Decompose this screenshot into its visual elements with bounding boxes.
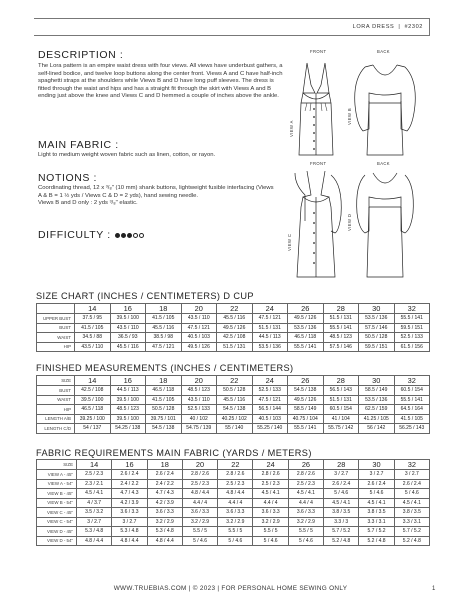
table-cell: 55 / 140 xyxy=(217,424,253,434)
table-cell: 47.5 / 121 xyxy=(181,323,217,333)
table-cell: 52.5 / 133 xyxy=(394,333,430,343)
table-cell: 4.8 / 4.4 xyxy=(112,536,147,546)
table-cell: 53.5 / 136 xyxy=(288,323,324,333)
table-cell: 47.5 / 121 xyxy=(252,314,288,324)
size-header-cell: 14 xyxy=(75,304,111,314)
table-cell: 57.5 / 146 xyxy=(323,342,359,352)
table-cell: 50.5 / 128 xyxy=(146,405,182,415)
table-cell: 44.5 / 113 xyxy=(110,386,146,396)
size-header-cell: 24 xyxy=(253,460,288,470)
footer-text: WWW.TRUEBIAS.COM | © 2023 | FOR PERSONAL HOME SEWING ONLY xyxy=(113,585,348,592)
table-cell: 43.5 / 110 xyxy=(75,342,111,352)
size-header-cell: 26 xyxy=(288,376,324,386)
table-cell: 53.5 / 136 xyxy=(359,395,395,405)
table-cell: 2.8 / 2.6 xyxy=(288,470,323,480)
table-cell: 3.6 / 3.3 xyxy=(112,508,147,518)
table-cell: 51.5 / 131 xyxy=(323,314,359,324)
size-header-cell: 30 xyxy=(359,460,394,470)
table-cell: 61.5 / 156 xyxy=(394,342,430,352)
table-cell: 48.5 / 123 xyxy=(110,405,146,415)
size-chart-title: SIZE CHART (INCHES / CENTIMETERS) D CUP xyxy=(36,291,254,301)
pattern-number: #2302 xyxy=(404,24,423,30)
difficulty-dot-empty xyxy=(139,233,144,238)
table-cell: 5 / 4.6 xyxy=(253,536,288,546)
table-cell: 38.5 / 98 xyxy=(146,333,182,343)
table-cell: 5.5 / 5 xyxy=(253,527,288,537)
table-cell: 51.5 / 131 xyxy=(217,342,253,352)
technical-sketches xyxy=(285,45,430,285)
table-cell: 3.3 / 3 xyxy=(324,517,359,527)
main-fabric-heading: MAIN FABRIC : xyxy=(38,139,119,151)
size-header-cell: 20 xyxy=(181,304,217,314)
table-cell: 45.5 / 116 xyxy=(146,323,182,333)
table-cell: 59.5 / 151 xyxy=(359,342,395,352)
row-label: WAIST xyxy=(37,395,75,405)
table-cell: 2.6 / 2.4 xyxy=(147,470,182,480)
table-cell: 54.75 / 139 xyxy=(181,424,217,434)
table-cell: 5.2 / 4.8 xyxy=(359,536,394,546)
table-cell: 49.5 / 126 xyxy=(181,342,217,352)
row-label: VIEW C - 45" xyxy=(37,508,77,518)
table-cell: 3 / 2.7 xyxy=(359,470,394,480)
size-header-cell: 28 xyxy=(323,304,359,314)
sketch-label-back-bottom: BACK xyxy=(377,161,391,166)
table-cell: 5 / 4.6 xyxy=(288,536,323,546)
table-cell: 57.5 / 146 xyxy=(359,323,395,333)
table-cell: 3.2 / 2.9 xyxy=(218,517,253,527)
finished-measurements-title: FINISHED MEASUREMENTS (INCHES / CENTIMETERS) xyxy=(36,363,294,373)
table-cell: 56.5 / 144 xyxy=(252,405,288,415)
table-row xyxy=(37,508,430,518)
table-cell: 56.25 / 143 xyxy=(394,424,430,434)
table-row xyxy=(37,333,430,343)
table-cell: 45.5 / 116 xyxy=(217,314,253,324)
table-cell: 43.5 / 110 xyxy=(181,395,217,405)
notions-text xyxy=(38,185,278,208)
size-header-cell: 26 xyxy=(288,460,323,470)
button-row xyxy=(313,108,315,264)
table-cell: 45.5 / 116 xyxy=(110,342,146,352)
size-header-cell: 22 xyxy=(217,376,253,386)
table-cell: 41.5 / 105 xyxy=(146,395,182,405)
table-cell: 4.4 / 4 xyxy=(253,498,288,508)
table-cell: 3.8 / 3.5 xyxy=(324,508,359,518)
sketch-label-view-b: VIEW B xyxy=(347,107,352,125)
document-header xyxy=(34,18,430,36)
size-chart-table xyxy=(36,303,430,352)
table-cell: 4.7 / 4.3 xyxy=(147,489,182,499)
size-header-cell: 16 xyxy=(112,460,147,470)
sketch-label-view-a: VIEW A xyxy=(289,120,294,137)
description-text: The Lora pattern is an empire waist dress with four views. All views have underbust gathers, a self-lined bodice, and twelve loop buttons along the center front. Views A and C have half-inch spaghetti straps at the shoulders while Views B and D have long puff sleeves. The dress is fitted through the waist and hips and has a straight fit through the skirt with Views A and B ending just above the knee and Views C and D hemmed a couple of inches above the ankle. xyxy=(38,63,283,100)
difficulty-dot-filled xyxy=(121,233,126,238)
row-label: UPPER BUST xyxy=(37,314,75,324)
table-cell: 54 / 137 xyxy=(75,424,111,434)
page-number: 1 xyxy=(432,586,436,592)
row-label: VIEW D - 54" xyxy=(37,536,77,546)
difficulty-dot-filled xyxy=(115,233,120,238)
size-header-cell: 18 xyxy=(146,376,182,386)
table-cell: 56.5 / 143 xyxy=(323,386,359,396)
table-cell: 39.5 / 100 xyxy=(110,314,146,324)
difficulty-row xyxy=(38,229,144,241)
table-cell: 40.75 / 104 xyxy=(288,414,324,424)
table-cell: 2.6 / 2.4 xyxy=(359,479,394,489)
finished-measurements-table xyxy=(36,375,430,434)
table-cell: 49.5 / 126 xyxy=(288,395,324,405)
sketch-label-view-d: VIEW D xyxy=(347,213,352,231)
size-header-cell: 16 xyxy=(110,304,146,314)
row-label: LENGTH A/B xyxy=(37,414,75,424)
header-corner xyxy=(37,304,75,314)
table-cell: 5.5 / 5 xyxy=(218,527,253,537)
table-row xyxy=(37,479,430,489)
size-header-cell: 26 xyxy=(288,304,324,314)
table-cell: 55.5 / 141 xyxy=(323,323,359,333)
table-cell: 4.5 / 4.1 xyxy=(359,498,394,508)
sketch-view-c-front xyxy=(295,171,341,277)
table-row xyxy=(37,323,430,333)
table-cell: 5.7 / 5.2 xyxy=(324,527,359,537)
notions-line: Coordinating thread, 12 x ³/₈" (10 mm) shank buttons, lightweight fusible interfacing (Views A & B = 1 ½ yds / Views C & D = 2 yds), hand sewing needle. xyxy=(38,185,274,199)
row-label: LENGTH C/D xyxy=(37,424,75,434)
table-cell: 56 / 142 xyxy=(359,424,395,434)
sketch-label-view-c: VIEW C xyxy=(287,233,292,251)
table-cell: 39.25 / 100 xyxy=(75,414,111,424)
table-cell: 5.3 / 4.8 xyxy=(112,527,147,537)
table-cell: 41.5 / 105 xyxy=(146,314,182,324)
sketch-label-front-bottom: FRONT xyxy=(310,161,327,166)
size-header-row xyxy=(37,376,430,386)
size-header-cell: 14 xyxy=(77,460,112,470)
table-cell: 41 / 104 xyxy=(323,414,359,424)
table-cell: 4.8 / 4.4 xyxy=(77,536,112,546)
table-cell: 51.5 / 131 xyxy=(323,395,359,405)
table-cell: 40.5 / 103 xyxy=(252,414,288,424)
table-cell: 4.4 / 4 xyxy=(218,498,253,508)
table-cell: 44.5 / 113 xyxy=(252,333,288,343)
table-cell: 5 / 4.6 xyxy=(182,536,217,546)
table-cell: 2.8 / 2.6 xyxy=(182,470,217,480)
table-cell: 3.5 / 3.2 xyxy=(77,508,112,518)
table-cell: 52.5 / 133 xyxy=(252,386,288,396)
size-header-cell: 14 xyxy=(75,376,111,386)
table-cell: 40 / 102 xyxy=(181,414,217,424)
row-label: VIEW A - 54" xyxy=(37,479,77,489)
table-cell: 5 / 4.6 xyxy=(394,489,429,499)
sketch-view-d-back xyxy=(357,173,414,277)
table-cell: 55.25 / 140 xyxy=(252,424,288,434)
table-cell: 46.5 / 118 xyxy=(75,405,111,415)
size-header-cell: 32 xyxy=(394,376,430,386)
table-cell: 4.5 / 4.1 xyxy=(394,498,429,508)
row-label: VIEW C - 54" xyxy=(37,517,77,527)
table-cell: 50.5 / 128 xyxy=(217,386,253,396)
table-cell: 3 / 2.7 xyxy=(77,517,112,527)
table-cell: 3.2 / 2.9 xyxy=(253,517,288,527)
row-label: HIP xyxy=(37,405,75,415)
table-cell: 4.8 / 4.4 xyxy=(182,489,217,499)
table-cell: 2.6 / 2.4 xyxy=(324,479,359,489)
table-cell: 3.2 / 2.9 xyxy=(288,517,323,527)
size-header-row xyxy=(37,460,430,470)
table-cell: 3 / 2.7 xyxy=(394,470,429,480)
table-row xyxy=(37,386,430,396)
size-header-cell: 28 xyxy=(323,376,359,386)
table-cell: 49.5 / 126 xyxy=(217,323,253,333)
size-header-cell: 18 xyxy=(147,460,182,470)
table-cell: 2.8 / 2.6 xyxy=(218,470,253,480)
table-cell: 47.5 / 121 xyxy=(146,342,182,352)
size-header-cell: 18 xyxy=(146,304,182,314)
table-row xyxy=(37,405,430,415)
table-cell: 2.5 / 2.3 xyxy=(77,470,112,480)
table-cell: 5.2 / 4.8 xyxy=(324,536,359,546)
sketch-view-b-back xyxy=(355,65,416,155)
table-cell: 5 / 4.6 xyxy=(324,489,359,499)
fabric-requirements-title: FABRIC REQUIREMENTS MAIN FABRIC (YARDS / METERS) xyxy=(36,448,312,458)
table-cell: 41.5 / 105 xyxy=(75,323,111,333)
table-cell: 41.5 / 105 xyxy=(394,414,430,424)
description-heading: DESCRIPTION : xyxy=(38,49,124,61)
table-cell: 55.75 / 142 xyxy=(323,424,359,434)
table-cell: 5.3 / 4.8 xyxy=(147,527,182,537)
table-cell: 3.6 / 3.3 xyxy=(182,508,217,518)
table-cell: 4 / 3.7 xyxy=(77,498,112,508)
fabric-requirements-table xyxy=(36,459,430,546)
table-cell: 59.5 / 151 xyxy=(394,323,430,333)
size-header-cell: 30 xyxy=(359,304,395,314)
row-label: HIP xyxy=(37,342,75,352)
table-cell: 5.7 / 5.2 xyxy=(359,527,394,537)
table-cell: 46.5 / 118 xyxy=(146,386,182,396)
table-cell: 43.5 / 110 xyxy=(110,323,146,333)
table-cell: 4.5 / 4.1 xyxy=(288,489,323,499)
table-cell: 48.5 / 123 xyxy=(323,333,359,343)
table-cell: 3 / 2.7 xyxy=(112,517,147,527)
table-cell: 2.5 / 2.3 xyxy=(218,479,253,489)
row-label: VIEW B - 45" xyxy=(37,489,77,499)
row-label: BUST xyxy=(37,386,75,396)
table-cell: 34.5 / 88 xyxy=(75,333,111,343)
difficulty-heading: DIFFICULTY : xyxy=(38,229,111,241)
pattern-name: LORA DRESS xyxy=(352,24,395,30)
size-header-cell: 20 xyxy=(181,376,217,386)
size-header-row xyxy=(37,304,430,314)
table-cell: 39.75 / 101 xyxy=(146,414,182,424)
table-cell: 3.6 / 3.3 xyxy=(253,508,288,518)
table-cell: 54.5 / 138 xyxy=(288,386,324,396)
size-header-cell: 24 xyxy=(252,376,288,386)
table-cell: 3.2 / 2.9 xyxy=(147,517,182,527)
table-row xyxy=(37,342,430,352)
difficulty-dot-empty xyxy=(133,233,138,238)
table-cell: 52.5 / 133 xyxy=(181,405,217,415)
table-cell: 2.4 / 2.2 xyxy=(112,479,147,489)
table-row xyxy=(37,536,430,546)
table-cell: 2.5 / 2.3 xyxy=(182,479,217,489)
table-cell: 47.5 / 121 xyxy=(252,395,288,405)
table-cell: 62.5 / 159 xyxy=(359,405,395,415)
notions-heading: NOTIONS : xyxy=(38,172,98,184)
table-cell: 3.2 / 2.9 xyxy=(182,517,217,527)
table-cell: 36.5 / 93 xyxy=(110,333,146,343)
table-cell: 2.6 / 2.4 xyxy=(394,479,429,489)
table-cell: 39.5 / 100 xyxy=(110,414,146,424)
table-cell: 54.5 / 138 xyxy=(146,424,182,434)
table-cell: 4.2 / 3.9 xyxy=(112,498,147,508)
table-row xyxy=(37,314,430,324)
table-cell: 55.5 / 141 xyxy=(394,395,430,405)
row-label: VIEW B - 54" xyxy=(37,498,77,508)
table-cell: 3.3 / 3.1 xyxy=(359,517,394,527)
table-cell: 4.8 / 4.4 xyxy=(147,536,182,546)
table-cell: 4.4 / 4 xyxy=(182,498,217,508)
table-row xyxy=(37,395,430,405)
table-cell: 3.6 / 3.3 xyxy=(147,508,182,518)
size-header-cell: 32 xyxy=(394,460,429,470)
row-label: VIEW D - 45" xyxy=(37,527,77,537)
table-cell: 3.8 / 3.5 xyxy=(394,508,429,518)
table-cell: 5.7 / 5.2 xyxy=(394,527,429,537)
table-cell: 4.5 / 4.1 xyxy=(253,489,288,499)
table-cell: 4.5 / 4.1 xyxy=(77,489,112,499)
table-cell: 2.3 / 2.1 xyxy=(77,479,112,489)
table-cell: 2.4 / 2.2 xyxy=(147,479,182,489)
table-cell: 54.25 / 138 xyxy=(110,424,146,434)
table-cell: 3.6 / 3.3 xyxy=(218,508,253,518)
table-cell: 3.6 / 3.3 xyxy=(288,508,323,518)
table-cell: 55.5 / 141 xyxy=(288,424,324,434)
table-row xyxy=(37,517,430,527)
table-cell: 41.25 / 105 xyxy=(359,414,395,424)
table-row xyxy=(37,424,430,434)
size-header-cell: 22 xyxy=(217,304,253,314)
row-label: WAIST xyxy=(37,333,75,343)
row-label: BUST xyxy=(37,323,75,333)
table-cell: 2.8 / 2.6 xyxy=(253,470,288,480)
table-row xyxy=(37,414,430,424)
table-cell: 3.3 / 3.1 xyxy=(394,517,429,527)
table-cell: 4.7 / 4.3 xyxy=(112,489,147,499)
table-row xyxy=(37,498,430,508)
size-header-cell: 28 xyxy=(324,460,359,470)
table-cell: 40.25 / 102 xyxy=(217,414,253,424)
table-cell: 58.5 / 149 xyxy=(359,386,395,396)
size-header-cell: 24 xyxy=(252,304,288,314)
main-fabric-text: Light to medium weight woven fabric such as linen, cotton, or rayon. xyxy=(38,152,216,158)
header-separator: | xyxy=(398,24,401,30)
table-cell: 40.5 / 103 xyxy=(181,333,217,343)
table-cell: 5 / 4.6 xyxy=(359,489,394,499)
table-cell: 60.5 / 154 xyxy=(394,386,430,396)
sketch-view-a-front xyxy=(299,63,333,155)
table-cell: 64.5 / 164 xyxy=(394,405,430,415)
table-row xyxy=(37,527,430,537)
table-cell: 39.5 / 100 xyxy=(110,395,146,405)
table-cell: 4.4 / 4 xyxy=(288,498,323,508)
size-label: SIZE xyxy=(37,460,77,470)
table-cell: 45.5 / 116 xyxy=(217,395,253,405)
sketch-label-front-top: FRONT xyxy=(310,49,327,54)
size-header-cell: 30 xyxy=(359,376,395,386)
table-cell: 43.5 / 110 xyxy=(181,314,217,324)
difficulty-rating xyxy=(115,233,144,238)
table-cell: 53.5 / 136 xyxy=(359,314,395,324)
table-cell: 51.5 / 131 xyxy=(252,323,288,333)
sketch-label-back-top: BACK xyxy=(377,49,391,54)
table-cell: 39.5 / 100 xyxy=(75,395,111,405)
size-header-cell: 16 xyxy=(110,376,146,386)
table-cell: 5 / 4.6 xyxy=(218,536,253,546)
table-cell: 3 / 2.7 xyxy=(324,470,359,480)
table-cell: 60.5 / 154 xyxy=(323,405,359,415)
table-row xyxy=(37,489,430,499)
table-cell: 49.5 / 126 xyxy=(288,314,324,324)
table-cell: 5.5 / 5 xyxy=(288,527,323,537)
table-cell: 5.5 / 5 xyxy=(182,527,217,537)
row-label: VIEW A - 45" xyxy=(37,470,77,480)
table-cell: 2.6 / 2.4 xyxy=(112,470,147,480)
table-cell: 4.8 / 4.4 xyxy=(218,489,253,499)
table-cell: 50.5 / 128 xyxy=(359,333,395,343)
table-row xyxy=(37,470,430,480)
table-cell: 3.8 / 3.5 xyxy=(359,508,394,518)
table-cell: 37.5 / 95 xyxy=(75,314,111,324)
table-cell: 55.5 / 141 xyxy=(288,342,324,352)
difficulty-dot-filled xyxy=(127,233,132,238)
table-cell: 5.3 / 4.8 xyxy=(77,527,112,537)
table-cell: 2.5 / 2.3 xyxy=(253,479,288,489)
table-cell: 4.5 / 4.1 xyxy=(324,498,359,508)
notions-line: Views B and D only : 2 yds ³/₈" elastic. xyxy=(38,200,138,207)
table-cell: 2.5 / 2.3 xyxy=(288,479,323,489)
table-cell: 55.5 / 141 xyxy=(394,314,430,324)
size-label: SIZE xyxy=(37,376,75,386)
table-cell: 48.5 / 123 xyxy=(181,386,217,396)
table-cell: 42.5 / 108 xyxy=(75,386,111,396)
size-header-cell: 22 xyxy=(218,460,253,470)
table-cell: 5.2 / 4.8 xyxy=(394,536,429,546)
table-cell: 4.2 / 3.9 xyxy=(147,498,182,508)
table-cell: 46.5 / 118 xyxy=(288,333,324,343)
size-header-cell: 20 xyxy=(182,460,217,470)
size-header-cell: 32 xyxy=(394,304,430,314)
table-cell: 42.5 / 108 xyxy=(217,333,253,343)
table-cell: 54.5 / 138 xyxy=(217,405,253,415)
table-cell: 58.5 / 149 xyxy=(288,405,324,415)
table-cell: 53.5 / 136 xyxy=(252,342,288,352)
